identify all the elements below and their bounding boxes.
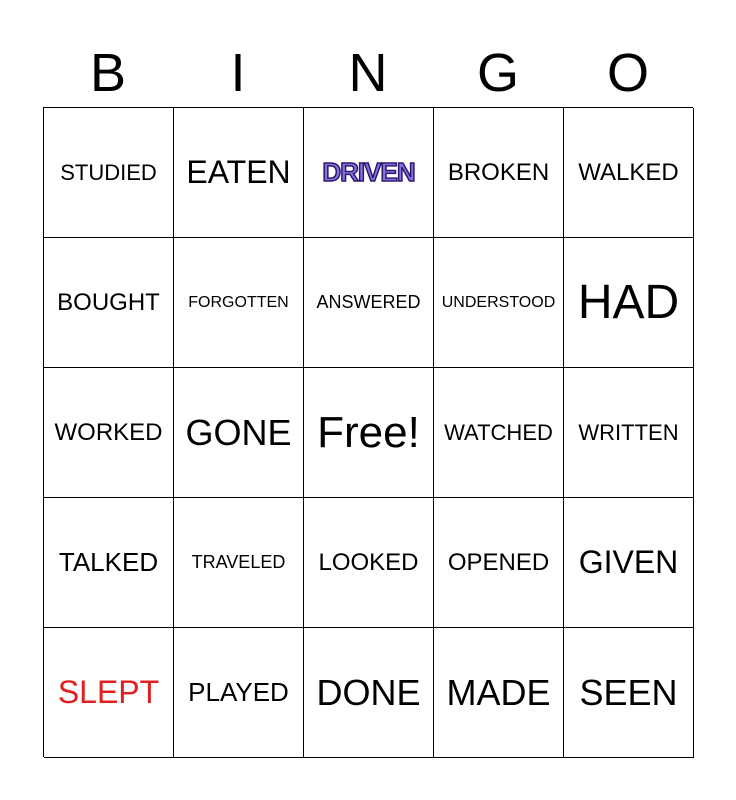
free-space-cell[interactable] bbox=[304, 368, 434, 498]
cell-label: OPENED bbox=[447, 548, 550, 576]
bingo-cell[interactable] bbox=[564, 108, 694, 238]
cell-label: GIVEN bbox=[578, 544, 679, 580]
cell-label: HAD bbox=[577, 276, 680, 329]
bingo-cell[interactable] bbox=[564, 498, 694, 628]
cell-label: SEEN bbox=[579, 671, 678, 713]
bingo-cell[interactable] bbox=[434, 628, 564, 758]
header-letter-g: G bbox=[476, 43, 519, 103]
cell-label: EATEN bbox=[186, 154, 291, 190]
bingo-cell[interactable] bbox=[174, 238, 304, 368]
cell-label: FORGOTTEN bbox=[188, 293, 289, 311]
bingo-cell[interactable] bbox=[44, 108, 174, 238]
cell-label: LOOKED bbox=[318, 548, 419, 576]
cell-label: WATCHED bbox=[444, 419, 553, 445]
cell-label: DONE bbox=[316, 671, 421, 713]
cell-label: MADE bbox=[446, 671, 551, 713]
bingo-cell[interactable] bbox=[434, 238, 564, 368]
free-space-label: Free! bbox=[317, 407, 420, 457]
header-letter-o: O bbox=[606, 43, 649, 103]
cell-label: GONE bbox=[185, 411, 292, 453]
bingo-cell[interactable] bbox=[564, 368, 694, 498]
cell-label: PLAYED bbox=[188, 677, 289, 707]
bingo-cell[interactable] bbox=[434, 108, 564, 238]
cell-label: SLEPT bbox=[57, 674, 160, 710]
bingo-cell[interactable] bbox=[304, 628, 434, 758]
bingo-cell[interactable] bbox=[44, 238, 174, 368]
bingo-cell[interactable] bbox=[174, 108, 304, 238]
header-letter-i: I bbox=[230, 43, 246, 103]
cell-label: UNDERSTOOD bbox=[441, 293, 556, 311]
bingo-cell[interactable] bbox=[564, 238, 694, 368]
cell-label: WORKED bbox=[54, 418, 163, 446]
bingo-cell[interactable] bbox=[434, 498, 564, 628]
header-letter-n: N bbox=[348, 43, 388, 103]
cell-label: ANSWERED bbox=[316, 292, 421, 312]
bingo-cell[interactable] bbox=[44, 368, 174, 498]
bingo-cell[interactable] bbox=[44, 628, 174, 758]
bingo-cell[interactable] bbox=[174, 498, 304, 628]
header-letter-b: B bbox=[89, 43, 127, 103]
cell-label: DRIVEN bbox=[322, 157, 415, 187]
bingo-cell[interactable] bbox=[434, 368, 564, 498]
bingo-cell[interactable] bbox=[304, 238, 434, 368]
bingo-cell[interactable] bbox=[44, 498, 174, 628]
cell-label: WALKED bbox=[578, 158, 679, 186]
bingo-cell[interactable] bbox=[304, 108, 434, 238]
bingo-cell[interactable] bbox=[564, 628, 694, 758]
bingo-cell[interactable] bbox=[174, 368, 304, 498]
cell-label: BOUGHT bbox=[57, 288, 160, 316]
cell-label: STUDIED bbox=[60, 159, 157, 185]
bingo-cell[interactable] bbox=[174, 628, 304, 758]
cell-label: WRITTEN bbox=[578, 419, 679, 445]
bingo-header bbox=[43, 40, 693, 106]
cell-label: TRAVELED bbox=[191, 552, 286, 572]
cell-label: BROKEN bbox=[447, 158, 550, 186]
bingo-cell[interactable] bbox=[304, 498, 434, 628]
cell-label: TALKED bbox=[58, 547, 159, 577]
bingo-board bbox=[43, 107, 693, 757]
